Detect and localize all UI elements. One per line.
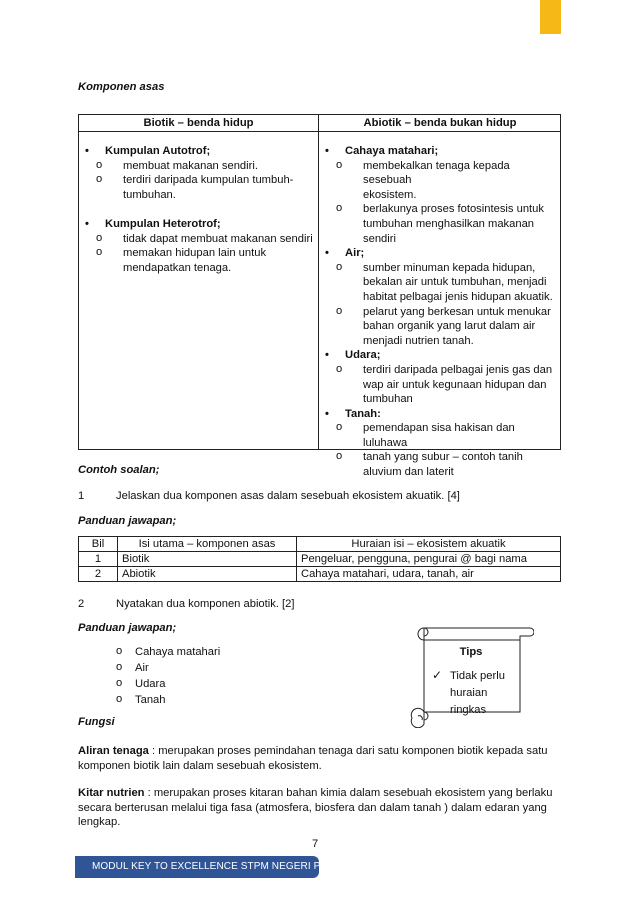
table-cell: Abiotik [118, 567, 297, 582]
kitar-nutrien-paragraph [78, 786, 556, 830]
list-item: o pemendapan sisa hakisan dan luluhawa [319, 421, 561, 450]
bullet-cahaya: • Cahaya matahari; [319, 144, 561, 159]
accent-tab [540, 0, 561, 34]
kitar-definition: : merupakan proses kitaran bahan kimia dalam sesebuah ekosistem yang berlaku secara berterusan melalui tiga fasa (atmosfera, biosfera dan dalam tanah ) dalam edaran yang lengkap. [78, 787, 553, 829]
table-cell: Pengeluar, pengguna, pengurai @ bagi nama [297, 552, 561, 567]
list-item: o memakan hidupan lain untuk mendapatkan tenaga. [79, 246, 318, 275]
page-number: 7 [312, 838, 319, 850]
list-item: o Air [116, 661, 220, 677]
table-header-divider [79, 131, 560, 132]
aliran-definition: : merupakan proses pemindahan tenaga dari satu komponen biotik kepada satu komponen biotik lain dalam sesebuah ekosistem. [78, 745, 548, 772]
table-row [79, 567, 561, 582]
question-1-text: Jelaskan dua komponen asas dalam sesebuah ekosistem akuatik. [4] [116, 490, 460, 502]
table-cell: Biotik [118, 552, 297, 567]
fungsi-heading: Fungsi [78, 716, 115, 728]
list-item: o tanah yang subur – contoh tanih aluvium dan laterit [319, 450, 561, 479]
biotik-column [79, 144, 318, 275]
list-item: o berlakunya proses fotosintesis untuk tumbuhan menghasilkan makanan sendiri [319, 202, 561, 246]
header-biotik: Biotik – benda hidup [143, 117, 254, 129]
contoh-soalan-heading: Contoh soalan; [78, 464, 160, 476]
table-header-cell: Bil [79, 537, 118, 552]
header-abiotik: Abiotik – benda bukan hidup [363, 117, 517, 129]
table-cell: 2 [79, 567, 118, 582]
list-item: o Udara [116, 677, 220, 693]
bullet-tanah: • Tanah: [319, 407, 561, 422]
abiotik-column [319, 144, 561, 480]
tips-title: Tips [459, 646, 483, 658]
question-2-text: Nyatakan dua komponen abiotik. [2] [116, 598, 295, 610]
list-item: o Cahaya matahari [116, 645, 220, 661]
aliran-term: Aliran tenaga [78, 745, 149, 757]
kitar-term: Kitar nutrien [78, 787, 145, 799]
checkmark-icon: ✓ [432, 668, 443, 682]
panduan-heading-2: Panduan jawapan; [78, 622, 177, 634]
list-item: o sumber minuman kepada hidupan, bekalan air untuk tumbuhan, menjadi habitat pelbagai jenis hidupan akuatik. [319, 261, 561, 305]
bullet-autotrof: • Kumpulan Autotrof; [79, 144, 318, 159]
bullet-udara: • Udara; [319, 348, 561, 363]
table-cell: 1 [79, 552, 118, 567]
question-2-number: 2 [78, 598, 85, 610]
list-item: o tidak dapat membuat makanan sendiri [79, 232, 318, 247]
list-item: o Tanah [116, 693, 220, 709]
bullet-air: • Air; [319, 246, 561, 261]
list-item: o terdiri daripada kumpulan tumbuh- tumbuhan. [79, 173, 318, 202]
table-header-cell: Isi utama – komponen asas [118, 537, 297, 552]
tips-text: Tidak perlu huraian ringkas [450, 670, 505, 716]
footer-text: MODUL KEY TO EXCELLENCE STPM NEGERI PERAK [92, 861, 349, 872]
bullet-heterotrof: • Kumpulan Heterotrof; [79, 217, 318, 232]
abiotik-answer-list [116, 645, 220, 709]
list-item: o pelarut yang berkesan untuk menukar bahan organik yang larut dalam air menjadi nutrien tanah. [319, 305, 561, 349]
list-item: o membuat makanan sendiri. [79, 159, 318, 174]
panduan-heading-1: Panduan jawapan; [78, 515, 177, 527]
list-item: o terdiri daripada pelbagai jenis gas dan wap air untuk kegunaan hidupan dan tumbuhan [319, 363, 561, 407]
aliran-tenaga-paragraph [78, 744, 558, 773]
answer-table [78, 536, 561, 582]
question-1-number: 1 [78, 490, 85, 502]
table-header-row [79, 537, 561, 552]
table-row [79, 552, 561, 567]
section-heading: Komponen asas [78, 81, 165, 93]
table-header-cell: Huraian isi – ekosistem akuatik [297, 537, 561, 552]
table-cell: Cahaya matahari, udara, tanah, air [297, 567, 561, 582]
list-item: o membekalkan tenaga kepada sesebuah ekosistem. [319, 159, 561, 203]
